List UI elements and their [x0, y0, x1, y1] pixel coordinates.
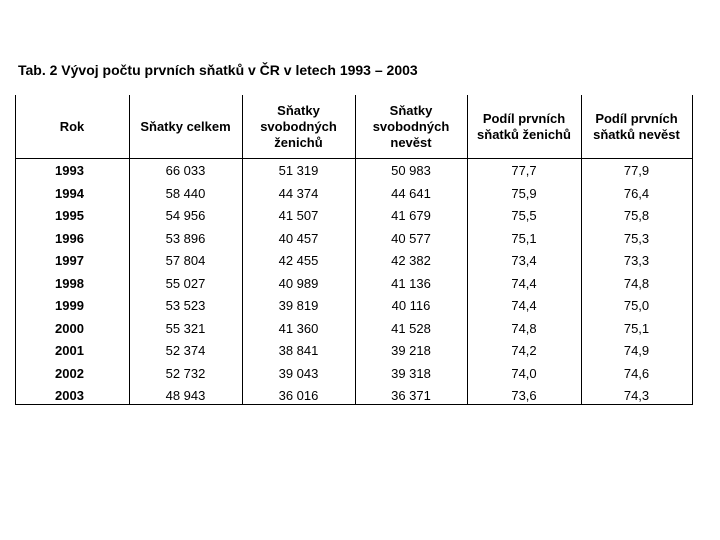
value-cell: 39 043 [278, 365, 319, 381]
year-cell: 1998 [55, 275, 84, 291]
value-cell: 75,9 [511, 185, 537, 201]
column-header-line: Sňatky [389, 102, 433, 118]
table-title: Tab. 2 Vývoj počtu prvních sňatků v ČR v letech 1993 – 2003 [18, 62, 418, 78]
column-header-line: nevěst [390, 134, 432, 150]
value-cell: 41 507 [278, 208, 319, 223]
value-cell: 76,4 [623, 185, 650, 201]
value-cell: 42 455 [278, 253, 319, 268]
column-header-line: svobodných [372, 118, 450, 134]
year-cell: 2002 [55, 365, 84, 381]
value-cell: 58 440 [165, 185, 206, 201]
value-cell: 55 321 [165, 320, 206, 336]
value-cell: 74,8 [623, 275, 650, 291]
value-cell: 51 319 [278, 163, 319, 178]
table-row [15, 273, 692, 296]
value-cell: 77,7 [511, 163, 537, 178]
value-cell: 39 819 [278, 298, 319, 313]
year-cell: 1999 [55, 298, 84, 313]
value-cell: 40 457 [278, 230, 319, 246]
column-header-line: sňatků nevěst [593, 126, 680, 142]
value-cell: 75,0 [623, 298, 650, 313]
value-cell: 52 732 [165, 365, 206, 381]
value-cell: 73,3 [623, 253, 650, 268]
value-cell: 75,8 [623, 208, 650, 223]
value-cell: 74,4 [511, 298, 537, 313]
table-row [15, 228, 692, 251]
value-cell: 44 374 [278, 185, 319, 201]
value-cell: 73,6 [511, 388, 537, 403]
value-cell: 73,4 [511, 253, 537, 268]
value-cell: 54 956 [165, 208, 206, 223]
column-header [355, 95, 467, 158]
column-header-line: svobodných [260, 118, 337, 134]
value-cell: 41 679 [391, 208, 431, 223]
table-row [15, 183, 692, 206]
table-row [15, 295, 692, 318]
value-cell: 74,2 [511, 343, 537, 358]
value-cell: 75,3 [623, 230, 650, 246]
table-row [15, 363, 692, 386]
value-cell: 74,3 [623, 388, 650, 403]
value-cell: 41 360 [278, 320, 319, 336]
table-row [15, 250, 692, 273]
value-cell: 36 371 [391, 388, 431, 403]
value-cell: 40 116 [391, 298, 431, 313]
value-cell: 40 577 [391, 230, 431, 246]
year-cell: 1994 [55, 185, 84, 201]
column-header [467, 95, 581, 158]
value-cell: 36 016 [278, 388, 319, 403]
value-cell: 40 989 [278, 275, 319, 291]
column-header-line: Podíl prvních [595, 110, 678, 126]
value-cell: 39 318 [391, 365, 431, 381]
value-cell: 57 804 [165, 253, 206, 268]
value-cell: 38 841 [278, 343, 319, 358]
column-header-line: Sňatky [277, 102, 320, 118]
column-header-line: sňatků ženichů [477, 126, 571, 142]
year-cell: 1996 [55, 230, 84, 246]
value-cell: 74,9 [623, 343, 650, 358]
year-cell: 1997 [55, 253, 84, 268]
value-cell: 77,9 [623, 163, 650, 178]
value-cell: 55 027 [165, 275, 206, 291]
value-cell: 41 528 [391, 320, 431, 336]
value-cell: 75,1 [623, 320, 650, 336]
value-cell: 66 033 [165, 163, 206, 178]
year-cell: 2003 [55, 388, 84, 403]
table-row [15, 205, 692, 228]
column-header-line: Rok [59, 118, 85, 134]
marriages-table [15, 95, 692, 405]
table-row [15, 385, 692, 408]
value-cell: 50 983 [391, 163, 431, 178]
year-cell: 1995 [55, 208, 84, 223]
table-row [15, 340, 692, 363]
table-row [15, 160, 692, 183]
value-cell: 53 523 [165, 298, 206, 313]
value-cell: 48 943 [165, 388, 206, 403]
value-cell: 75,5 [511, 208, 537, 223]
value-cell: 75,1 [511, 230, 537, 246]
year-cell: 2000 [55, 320, 84, 336]
value-cell: 44 641 [391, 185, 431, 201]
column-divider [692, 95, 693, 405]
column-header-line: Podíl prvních [482, 110, 566, 126]
value-cell: 52 374 [165, 343, 206, 358]
value-cell: 74,8 [511, 320, 537, 336]
value-cell: 42 382 [391, 253, 431, 268]
value-cell: 39 218 [391, 343, 431, 358]
value-cell: 74,4 [511, 275, 537, 291]
column-header-line: ženichů [274, 134, 323, 150]
value-cell: 41 136 [391, 275, 431, 291]
column-header [242, 95, 355, 158]
table-grid [15, 95, 692, 405]
column-header-line: Sňatky celkem [140, 118, 231, 134]
header-divider [15, 158, 692, 159]
value-cell: 74,6 [623, 365, 650, 381]
column-header [15, 95, 129, 158]
value-cell: 74,0 [511, 365, 537, 381]
table-row [15, 318, 692, 341]
column-header [581, 95, 692, 158]
column-header [129, 95, 242, 158]
year-cell: 2001 [55, 343, 84, 358]
year-cell: 1993 [55, 163, 84, 178]
value-cell: 53 896 [165, 230, 206, 246]
